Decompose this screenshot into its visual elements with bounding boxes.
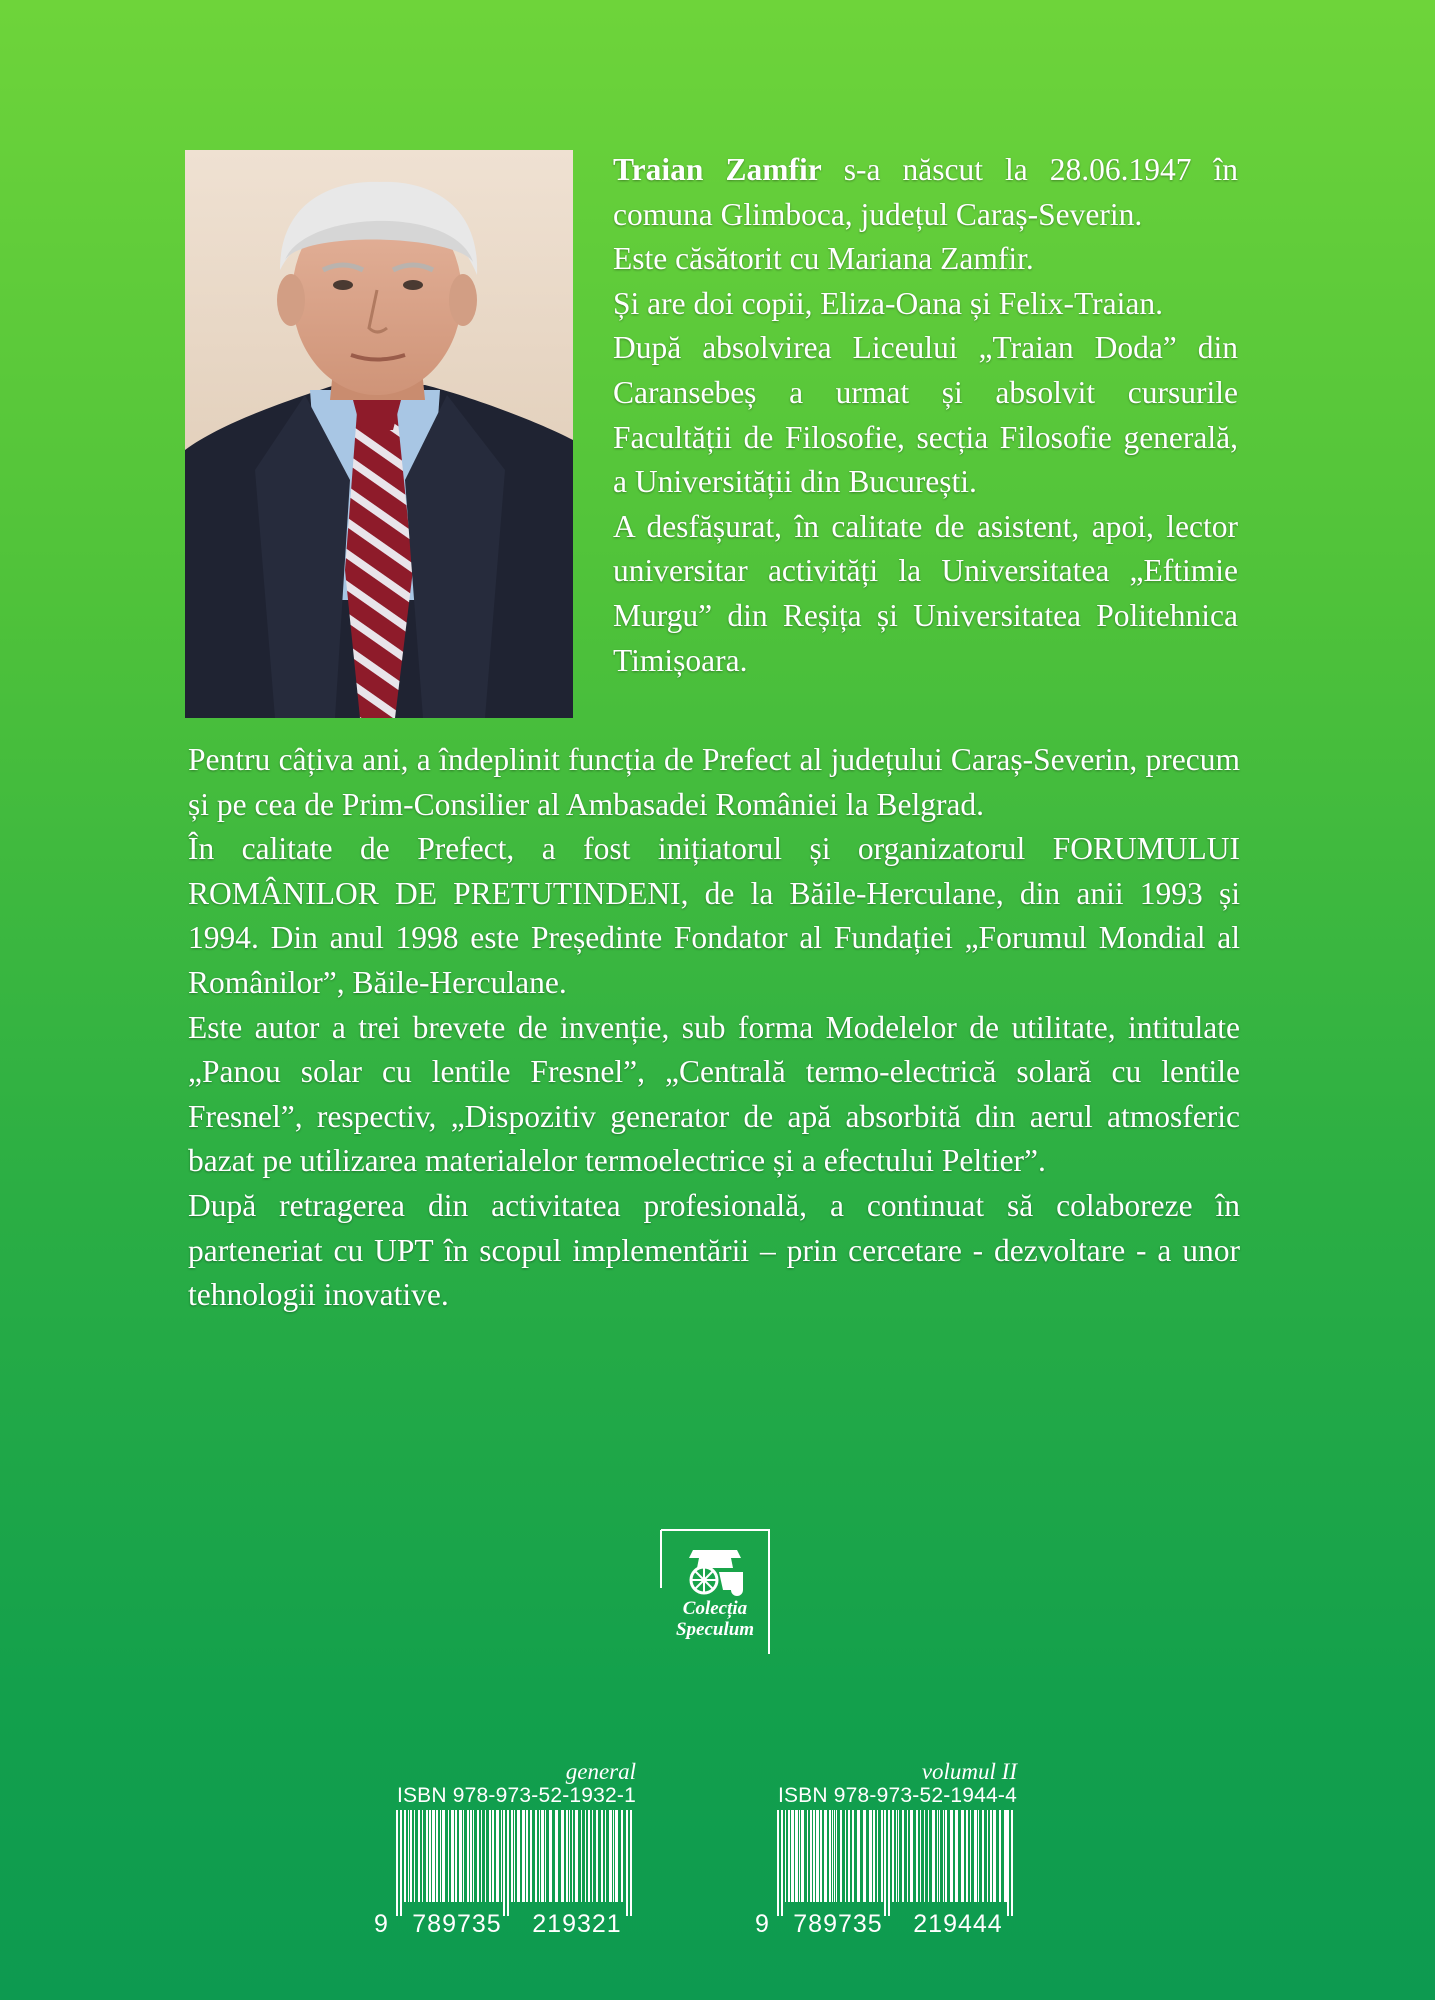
barcode-bar	[950, 1810, 953, 1902]
author-portrait	[185, 150, 573, 718]
barcode-bar	[477, 1810, 479, 1902]
barcode-bar	[999, 1810, 1001, 1902]
barcode-bar	[555, 1810, 558, 1902]
bio-marriage: Este căsătorit cu Mariana Zamfir.	[613, 241, 1034, 277]
barcode-bar	[816, 1810, 819, 1902]
barcode-bar	[857, 1810, 860, 1902]
barcode-guard-bar	[396, 1810, 398, 1916]
barcode-digit-first: 9	[374, 1910, 388, 1938]
barcode-bar	[799, 1810, 800, 1902]
barcode-guard-bar	[884, 1810, 886, 1916]
barcode-bar	[907, 1810, 908, 1902]
barcode-bar	[832, 1810, 833, 1902]
barcode-bar	[492, 1810, 494, 1902]
bio-academic: A desfășurat, în calitate de asistent, apoi, lector universitar activități la Universitatea „Eftimie Murgu” din Reșița și Universitatea Politehnica Timișoara.	[613, 508, 1238, 678]
barcode-bar	[451, 1810, 454, 1902]
barcode-bar	[955, 1810, 958, 1902]
barcode-bar	[404, 1810, 406, 1902]
biography-top	[613, 148, 1238, 683]
barcode-guard-bar	[503, 1810, 505, 1916]
barcode-bar	[463, 1810, 464, 1902]
logo-caption	[659, 1598, 771, 1640]
barcode-bar	[414, 1810, 415, 1902]
logo-line-colectia: Colecția	[682, 1598, 748, 1619]
barcode-digits-right: 219444	[913, 1910, 1003, 1938]
barcode-bar	[834, 1810, 835, 1902]
barcode-bar	[836, 1810, 837, 1902]
barcode-bar	[1004, 1810, 1007, 1902]
barcode-guard-bar	[781, 1810, 783, 1916]
barcode-bar	[585, 1810, 586, 1902]
isbn-text: ISBN 978-973-52-1944-4	[777, 1784, 1017, 1807]
barcode-bar	[592, 1810, 593, 1902]
barcode-label: general	[565, 1759, 636, 1784]
barcode-bar	[896, 1810, 897, 1902]
barcode-bar	[966, 1810, 968, 1902]
barcode-bar	[448, 1810, 449, 1902]
barcode-bar	[561, 1810, 564, 1902]
barcode-bar	[898, 1810, 899, 1902]
barcode-bar	[785, 1810, 786, 1902]
barcode-label: volumul II	[921, 1759, 1017, 1784]
barcode-general	[374, 1760, 636, 1938]
barcode-bar	[569, 1810, 570, 1902]
barcode-guard-bar	[1007, 1810, 1009, 1916]
barcode-bar	[429, 1810, 431, 1902]
barcode-bar	[501, 1810, 502, 1902]
barcode-volume	[755, 1760, 1017, 1938]
barcode-bar	[418, 1810, 420, 1902]
barcode-bar	[517, 1810, 520, 1902]
barcode-guard-bar	[630, 1810, 632, 1916]
barcode-bar	[481, 1810, 482, 1902]
barcode-digits-right: 219321	[532, 1910, 622, 1938]
barcode-bar	[863, 1810, 866, 1902]
barcode-guard-bar	[507, 1810, 509, 1916]
barcode-bar	[945, 1810, 947, 1902]
barcode-bar	[943, 1810, 944, 1902]
barcode-bar	[881, 1810, 883, 1902]
barcode-bar	[961, 1810, 964, 1902]
barcode-guard-bar	[888, 1810, 890, 1916]
barcode-bar	[848, 1810, 850, 1902]
barcode-bar	[601, 1810, 603, 1902]
barcode-guard-bar	[400, 1810, 402, 1916]
logo-line-speculum: Speculum	[675, 1619, 755, 1640]
author-portrait-photo	[185, 150, 573, 718]
barcode-bar	[970, 1810, 971, 1902]
barcode-bar	[440, 1810, 441, 1902]
barcode-guard-bar	[1011, 1810, 1013, 1916]
barcode-bar	[824, 1810, 827, 1902]
barcode-bar	[813, 1810, 815, 1902]
barcode-bar	[910, 1810, 913, 1902]
bio-retirement: După retragerea din activitatea profesională, a continuat să colaboreze în parteneriat cu UPT în scopul implementării – prin cercetare - dezvoltare - a unor tehnologii inovative.	[188, 1187, 1240, 1313]
barcode-bar	[932, 1810, 935, 1902]
barcode-guard-bar	[777, 1810, 779, 1916]
bio-intro	[613, 148, 1238, 237]
barcode-bar	[432, 1810, 435, 1902]
barcode-bar	[566, 1810, 568, 1902]
barcode-bar	[526, 1810, 528, 1902]
barcode-bar	[467, 1810, 469, 1902]
barcode-bar	[489, 1810, 491, 1902]
barcode-bar	[426, 1810, 428, 1902]
barcode-bar	[974, 1810, 977, 1902]
barcode-bar	[852, 1810, 854, 1902]
barcode-bar	[496, 1810, 499, 1902]
barcode-bars	[755, 1810, 1017, 1916]
barcode-digits	[374, 1910, 636, 1938]
barcode-bar	[845, 1810, 846, 1902]
barcode-bar	[810, 1810, 812, 1902]
isbn-text: ISBN 978-973-52-1932-1	[396, 1784, 636, 1807]
author-name: Traian Zamfir	[613, 152, 822, 187]
barcode-digits-left: 789735	[412, 1910, 502, 1938]
barcode-bar	[613, 1810, 614, 1902]
barcode-bar	[575, 1810, 578, 1902]
barcode-bar	[990, 1810, 992, 1902]
barcode-bar	[572, 1810, 573, 1902]
barcode-bar	[873, 1810, 875, 1902]
barcode-digits	[755, 1910, 1017, 1938]
bio-education: După absolvirea Liceului „Traian Doda” din Caransebeș a urmat și absolvit cursurile Facultății de Filosofie, secția Filosofie generală, a Universității din București.	[613, 330, 1238, 500]
bio-birth: s-a născut la 28.06.1947 în comuna Glimboca, județul Caraș-Severin.	[613, 152, 1239, 232]
barcode-digits-left: 789735	[793, 1910, 883, 1938]
barcode-bar	[795, 1810, 798, 1902]
barcode-bar	[609, 1810, 612, 1902]
barcode-bar	[596, 1810, 598, 1902]
barcode-bar	[993, 1810, 996, 1902]
barcode-bar	[615, 1810, 618, 1902]
barcode-bar	[829, 1810, 831, 1902]
barcode-bar	[514, 1810, 515, 1902]
bio-children: Și are doi copii, Eliza-Oana și Felix-Traian.	[613, 285, 1163, 321]
barcode-bar	[541, 1810, 544, 1902]
barcode-bar	[539, 1810, 540, 1902]
barcode-bar	[869, 1810, 872, 1902]
barcode-bar	[581, 1810, 582, 1902]
barcode-bar	[549, 1810, 552, 1902]
barcode-bar	[459, 1810, 462, 1902]
barcode-bars	[374, 1810, 636, 1916]
barcode-bar	[788, 1810, 790, 1902]
barcode-bar	[588, 1810, 590, 1902]
barcode-bar	[605, 1810, 606, 1902]
barcode-bar	[928, 1810, 929, 1902]
barcode-bar	[840, 1810, 842, 1902]
barcode-bar	[455, 1810, 457, 1902]
barcode-bar	[820, 1810, 822, 1902]
barcode-bar	[939, 1810, 940, 1902]
barcode-bar	[442, 1810, 445, 1902]
bio-forum: În calitate de Prefect, a fost inițiatorul și organizatorul FORUMULUI ROMÂNILOR DE PRETUTINDENI, de la Băile-Herculane, din anii 1993 și 1994. Din anul 1998 este Președinte Fondator al Fundației „Forumul Mondial al Românilor”, Băile-Herculane.	[188, 831, 1240, 1000]
barcode-bar	[535, 1810, 537, 1902]
barcode-bar	[408, 1810, 409, 1902]
bio-prefect: Pentru câțiva ani, a îndeplinit funcția de Prefect al județului Caraș-Severin, precum și pe cea de Prim-Consilier al Ambasadei României la Belgrad.	[188, 742, 1240, 822]
barcode-bar	[877, 1810, 878, 1902]
barcode-bar	[530, 1810, 532, 1902]
barcode-bar	[978, 1810, 979, 1902]
barcode-bar	[987, 1810, 988, 1902]
barcode-bar	[892, 1810, 894, 1902]
barcode-bar	[920, 1810, 921, 1902]
barcode-bar	[924, 1810, 925, 1902]
barcode-bar	[982, 1810, 984, 1902]
barcode-bar	[621, 1810, 623, 1902]
barcode-bar	[436, 1810, 438, 1902]
barcode-bar	[902, 1810, 904, 1902]
barcode-bar	[522, 1810, 525, 1902]
barcode-bar	[470, 1810, 472, 1902]
barcode-bar	[485, 1810, 486, 1902]
barcode-bar	[801, 1810, 804, 1902]
barcode-bar	[410, 1810, 412, 1902]
barcode-guard-bar	[626, 1810, 628, 1916]
barcode-bar	[937, 1810, 938, 1902]
barcode-bar	[807, 1810, 808, 1902]
colectia-speculum-logo	[659, 1528, 771, 1656]
barcode-bar	[916, 1810, 918, 1902]
barcode-bar	[545, 1810, 546, 1902]
barcode-bar	[473, 1810, 474, 1902]
barcode-bar	[511, 1810, 513, 1902]
barcode-digit-first: 9	[755, 1910, 769, 1938]
barcode-bar	[422, 1810, 423, 1902]
biography-full	[188, 738, 1240, 1318]
bio-patents: Este autor a trei brevete de invenție, sub forma Modelelor de utilitate, intitulate „Panou solar cu lentile Fresnel”, „Centrală termo-electrică solară cu lentile Fresnel”, respectiv, „Dispozitiv generator de apă absorbită din aerul atmosferic bazat pe utilizarea materialelor termoelectrice și a efectului Peltier”.	[188, 1009, 1240, 1179]
barcode-bar	[791, 1810, 794, 1902]
